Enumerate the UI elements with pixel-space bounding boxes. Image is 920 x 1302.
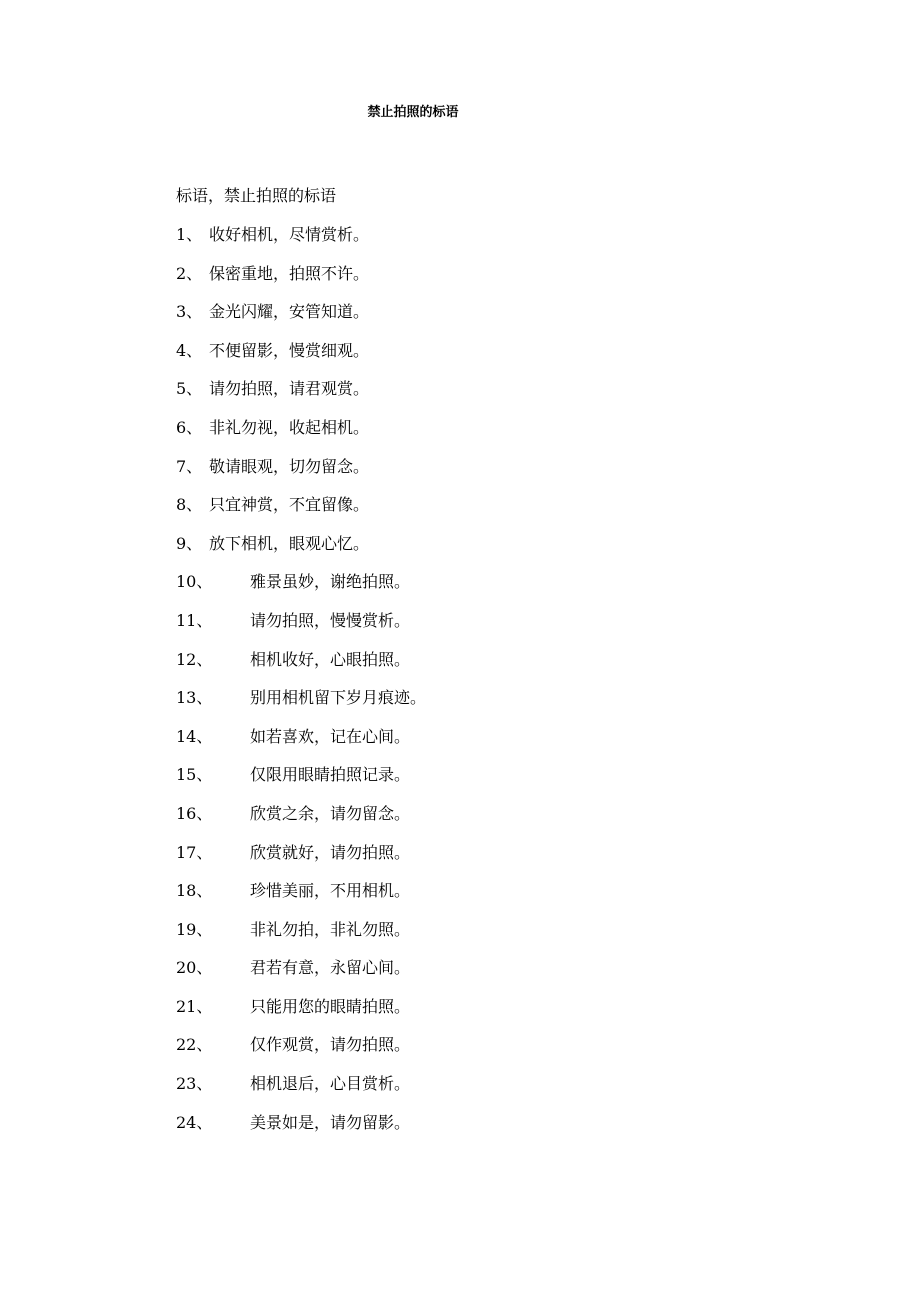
list-item: [176, 301, 426, 340]
slogan-number: 11、: [176, 610, 213, 630]
list-item: [176, 996, 426, 1035]
slogan-text: 放下相机，眼观心忆。: [209, 533, 370, 553]
slogan-text: 请勿拍照，请君观赏。: [209, 379, 370, 399]
slogan-number: 24、: [176, 1112, 213, 1132]
slogan-text: 非礼勿视，收起相机。: [209, 417, 370, 437]
slogan-number: 3、: [176, 302, 203, 322]
slogan-text: 不便留影，慢赏细观。: [209, 340, 370, 360]
list-item: [176, 1073, 426, 1112]
list-item: [176, 533, 426, 572]
slogan-text: 敬请眼观，切勿留念。: [209, 456, 370, 476]
slogan-number: 22、: [176, 1035, 213, 1055]
slogan-number: 19、: [176, 919, 213, 939]
list-item: [176, 1034, 426, 1073]
slogan-number: 23、: [176, 1074, 213, 1094]
list-item: [176, 494, 426, 533]
slogan-text: 欣赏之余，请勿留念。: [250, 803, 411, 823]
slogan-number: 10、: [176, 572, 213, 592]
list-item: [176, 803, 426, 842]
intro-line: 标语，禁止拍照的标语: [176, 186, 337, 205]
slogan-number: 6、: [176, 417, 203, 437]
list-item: [176, 726, 426, 765]
slogan-text: 珍惜美丽，不用相机。: [250, 881, 411, 901]
slogan-number: 13、: [176, 688, 213, 708]
slogan-text: 只宜神赏，不宜留像。: [209, 495, 370, 515]
list-item: [176, 417, 426, 456]
list-item: [176, 764, 426, 803]
slogan-number: 9、: [176, 533, 203, 553]
slogan-text: 雅景虽妙，谢绝拍照。: [250, 572, 411, 592]
list-item: [176, 919, 426, 958]
slogan-number: 2、: [176, 263, 203, 283]
slogan-text: 金光闪耀，安管知道。: [209, 302, 370, 322]
page-title: 禁止拍照的标语: [367, 105, 459, 120]
slogan-text: 只能用您的眼睛拍照。: [250, 996, 411, 1016]
slogan-text: 欣赏就好，请勿拍照。: [250, 842, 411, 862]
slogan-number: 21、: [176, 996, 213, 1016]
slogan-text: 仅作观赏，请勿拍照。: [250, 1035, 411, 1055]
list-item: [176, 687, 426, 726]
list-item: [176, 224, 426, 263]
slogan-list: [176, 224, 426, 1150]
slogan-text: 君若有意，永留心间。: [250, 958, 411, 978]
list-item: [176, 842, 426, 881]
list-item: [176, 378, 426, 417]
slogan-number: 15、: [176, 765, 213, 785]
slogan-text: 如若喜欢，记在心间。: [250, 726, 411, 746]
slogan-text: 仅限用眼睛拍照记录。: [250, 765, 411, 785]
list-item: [176, 880, 426, 919]
list-item: [176, 957, 426, 996]
list-item: [176, 263, 426, 302]
list-item: [176, 610, 426, 649]
slogan-text: 别用相机留下岁月痕迹。: [250, 688, 427, 708]
slogan-number: 5、: [176, 379, 203, 399]
slogan-number: 14、: [176, 726, 213, 746]
list-item: [176, 340, 426, 379]
slogan-number: 16、: [176, 803, 213, 823]
slogan-number: 1、: [176, 225, 203, 244]
slogan-text: 美景如是，请勿留影。: [250, 1112, 411, 1132]
slogan-text: 请勿拍照，慢慢赏析。: [250, 610, 411, 630]
list-item: [176, 649, 426, 688]
slogan-text: 保密重地，拍照不许。: [209, 263, 370, 283]
slogan-text: 相机退后，心目赏析。: [250, 1074, 411, 1094]
slogan-number: 7、: [176, 456, 203, 476]
slogan-number: 20、: [176, 958, 213, 978]
list-item: [176, 456, 426, 495]
slogan-number: 17、: [176, 842, 213, 862]
slogan-number: 8、: [176, 495, 203, 515]
list-item: [176, 1112, 426, 1151]
slogan-number: 18、: [176, 881, 213, 901]
list-item: [176, 571, 426, 610]
slogan-text: 非礼勿拍，非礼勿照。: [250, 919, 411, 939]
slogan-text: 相机收好，心眼拍照。: [250, 649, 411, 669]
slogan-number: 4、: [176, 340, 203, 360]
slogan-text: 收好相机，尽情赏析。: [209, 225, 370, 244]
slogan-number: 12、: [176, 649, 213, 669]
